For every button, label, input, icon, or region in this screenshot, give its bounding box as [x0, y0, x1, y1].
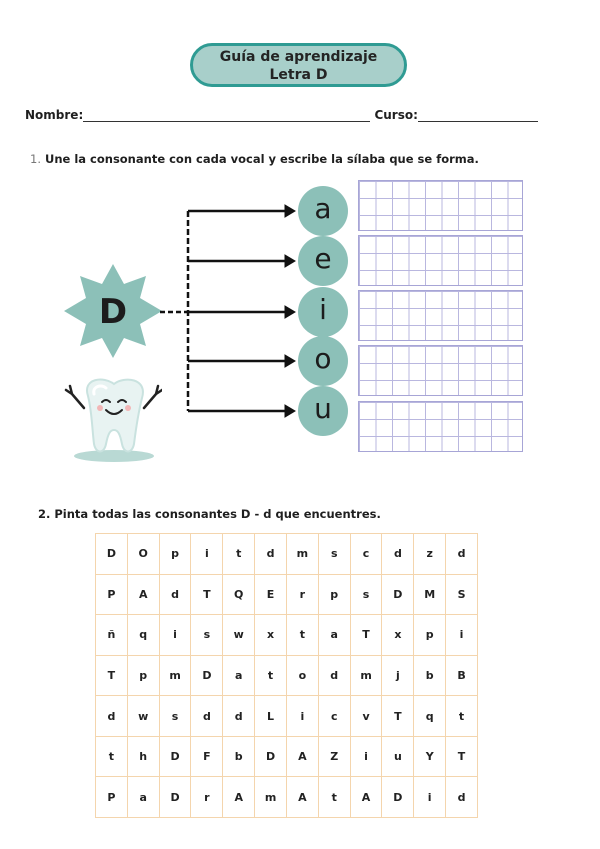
table-row	[96, 655, 478, 696]
letter-cell[interactable]: r	[286, 574, 318, 615]
course-label: Curso:	[374, 108, 418, 122]
letter-cell[interactable]: d	[446, 777, 478, 818]
letter-cell[interactable]: a	[318, 615, 350, 656]
vowel-a: a	[298, 186, 348, 236]
letter-cell[interactable]: a	[127, 777, 159, 818]
writing-grid-o[interactable]	[358, 345, 523, 396]
letter-search-table	[95, 533, 478, 818]
exercise-1-text: Une la consonante con cada vocal y escribe la sílaba que se forma.	[45, 152, 479, 166]
table-row	[96, 615, 478, 656]
letter-cell[interactable]: T	[382, 696, 414, 737]
writing-grid-a[interactable]	[358, 180, 523, 231]
letter-cell[interactable]: d	[223, 696, 255, 737]
letter-cell[interactable]: i	[159, 615, 191, 656]
letter-cell[interactable]: d	[382, 534, 414, 575]
letter-cell[interactable]: A	[350, 777, 382, 818]
letter-cell[interactable]: Z	[318, 736, 350, 777]
letter-cell[interactable]: T	[446, 736, 478, 777]
letter-cell[interactable]: m	[350, 655, 382, 696]
letter-cell[interactable]: D	[382, 574, 414, 615]
letter-cell[interactable]: p	[318, 574, 350, 615]
letter-cell[interactable]: d	[255, 534, 287, 575]
letter-cell[interactable]: t	[318, 777, 350, 818]
letter-cell[interactable]: Q	[223, 574, 255, 615]
letter-cell[interactable]: D	[159, 736, 191, 777]
vowel-i: i	[298, 287, 348, 337]
letter-cell[interactable]: i	[414, 777, 446, 818]
writing-grid-u[interactable]	[358, 401, 523, 452]
letter-cell[interactable]: p	[159, 534, 191, 575]
table-row	[96, 777, 478, 818]
letter-cell[interactable]: t	[255, 655, 287, 696]
vowel-o: o	[298, 336, 348, 386]
consonant-letter: D	[98, 292, 128, 332]
letter-cell[interactable]: D	[255, 736, 287, 777]
letter-cell[interactable]: t	[223, 534, 255, 575]
letter-cell[interactable]: P	[96, 574, 128, 615]
letter-cell[interactable]: s	[191, 615, 223, 656]
letter-cell[interactable]: B	[446, 655, 478, 696]
letter-cell[interactable]: D	[382, 777, 414, 818]
letter-cell[interactable]: q	[127, 615, 159, 656]
letter-cell[interactable]: A	[127, 574, 159, 615]
writing-grid-e[interactable]	[358, 235, 523, 286]
letter-cell[interactable]: w	[223, 615, 255, 656]
letter-cell[interactable]: d	[159, 574, 191, 615]
letter-cell[interactable]: h	[127, 736, 159, 777]
letter-cell[interactable]: d	[446, 534, 478, 575]
letter-cell[interactable]: D	[159, 777, 191, 818]
arrow-i-head	[285, 306, 295, 318]
table-row	[96, 736, 478, 777]
letter-cell[interactable]: s	[350, 574, 382, 615]
letter-cell[interactable]: s	[318, 534, 350, 575]
letter-cell[interactable]: D	[96, 534, 128, 575]
writing-grid-i[interactable]	[358, 290, 523, 341]
letter-cell[interactable]: Y	[414, 736, 446, 777]
vowel-u: u	[298, 386, 348, 436]
letter-cell[interactable]: t	[96, 736, 128, 777]
letter-cell[interactable]: i	[350, 736, 382, 777]
arrow-o-head	[285, 355, 295, 367]
letter-cell[interactable]: s	[159, 696, 191, 737]
letter-cell[interactable]: E	[255, 574, 287, 615]
exercise-2-instruction: 2. Pinta todas las consonantes D - d que encuentres.	[38, 507, 381, 521]
table-row	[96, 534, 478, 575]
letter-cell[interactable]: v	[350, 696, 382, 737]
letter-cell[interactable]: d	[96, 696, 128, 737]
title-line-2: Letra D	[269, 67, 328, 83]
letter-cell[interactable]: c	[318, 696, 350, 737]
letter-cell[interactable]: r	[191, 777, 223, 818]
letter-cell[interactable]: d	[191, 696, 223, 737]
letter-cell[interactable]: j	[382, 655, 414, 696]
letter-cell[interactable]: i	[286, 696, 318, 737]
arrow-u-head	[285, 405, 295, 417]
letter-cell[interactable]: ñ	[96, 615, 128, 656]
letter-cell[interactable]: m	[255, 777, 287, 818]
letter-cell[interactable]: x	[382, 615, 414, 656]
letter-cell[interactable]: P	[96, 777, 128, 818]
exercise-1-number: 1.	[30, 152, 41, 166]
letter-cell[interactable]: z	[414, 534, 446, 575]
arrow-a-head	[285, 205, 295, 217]
letter-cell[interactable]: O	[127, 534, 159, 575]
letter-cell[interactable]: S	[446, 574, 478, 615]
letter-cell[interactable]: F	[191, 736, 223, 777]
letter-cell[interactable]: i	[446, 615, 478, 656]
letter-cell[interactable]: t	[446, 696, 478, 737]
letter-cell[interactable]: c	[350, 534, 382, 575]
letter-cell[interactable]: b	[414, 655, 446, 696]
letter-cell[interactable]: A	[286, 777, 318, 818]
arrow-e-head	[285, 255, 295, 267]
name-label: Nombre:	[25, 108, 84, 122]
letter-cell[interactable]: L	[255, 696, 287, 737]
letter-cell[interactable]: u	[382, 736, 414, 777]
vowel-e: e	[298, 236, 348, 286]
letter-cell[interactable]: m	[159, 655, 191, 696]
table-row	[96, 696, 478, 737]
letter-cell[interactable]: D	[191, 655, 223, 696]
letter-cell[interactable]: i	[191, 534, 223, 575]
table-row	[96, 574, 478, 615]
letter-cell[interactable]: w	[127, 696, 159, 737]
letter-cell[interactable]: p	[414, 615, 446, 656]
letter-cell[interactable]: q	[414, 696, 446, 737]
letter-cell[interactable]: p	[127, 655, 159, 696]
letter-cell[interactable]: A	[286, 736, 318, 777]
letter-cell[interactable]: T	[191, 574, 223, 615]
letter-cell[interactable]: x	[255, 615, 287, 656]
letter-cell[interactable]: t	[286, 615, 318, 656]
letter-cell[interactable]: A	[223, 777, 255, 818]
letter-cell[interactable]: o	[286, 655, 318, 696]
letter-cell[interactable]: T	[350, 615, 382, 656]
letter-cell[interactable]: m	[286, 534, 318, 575]
letter-cell[interactable]: b	[223, 736, 255, 777]
letter-cell[interactable]: T	[96, 655, 128, 696]
letter-cell[interactable]: M	[414, 574, 446, 615]
letter-cell[interactable]: a	[223, 655, 255, 696]
letter-cell[interactable]: d	[318, 655, 350, 696]
title-line-1: Guía de aprendizaje	[219, 49, 378, 65]
